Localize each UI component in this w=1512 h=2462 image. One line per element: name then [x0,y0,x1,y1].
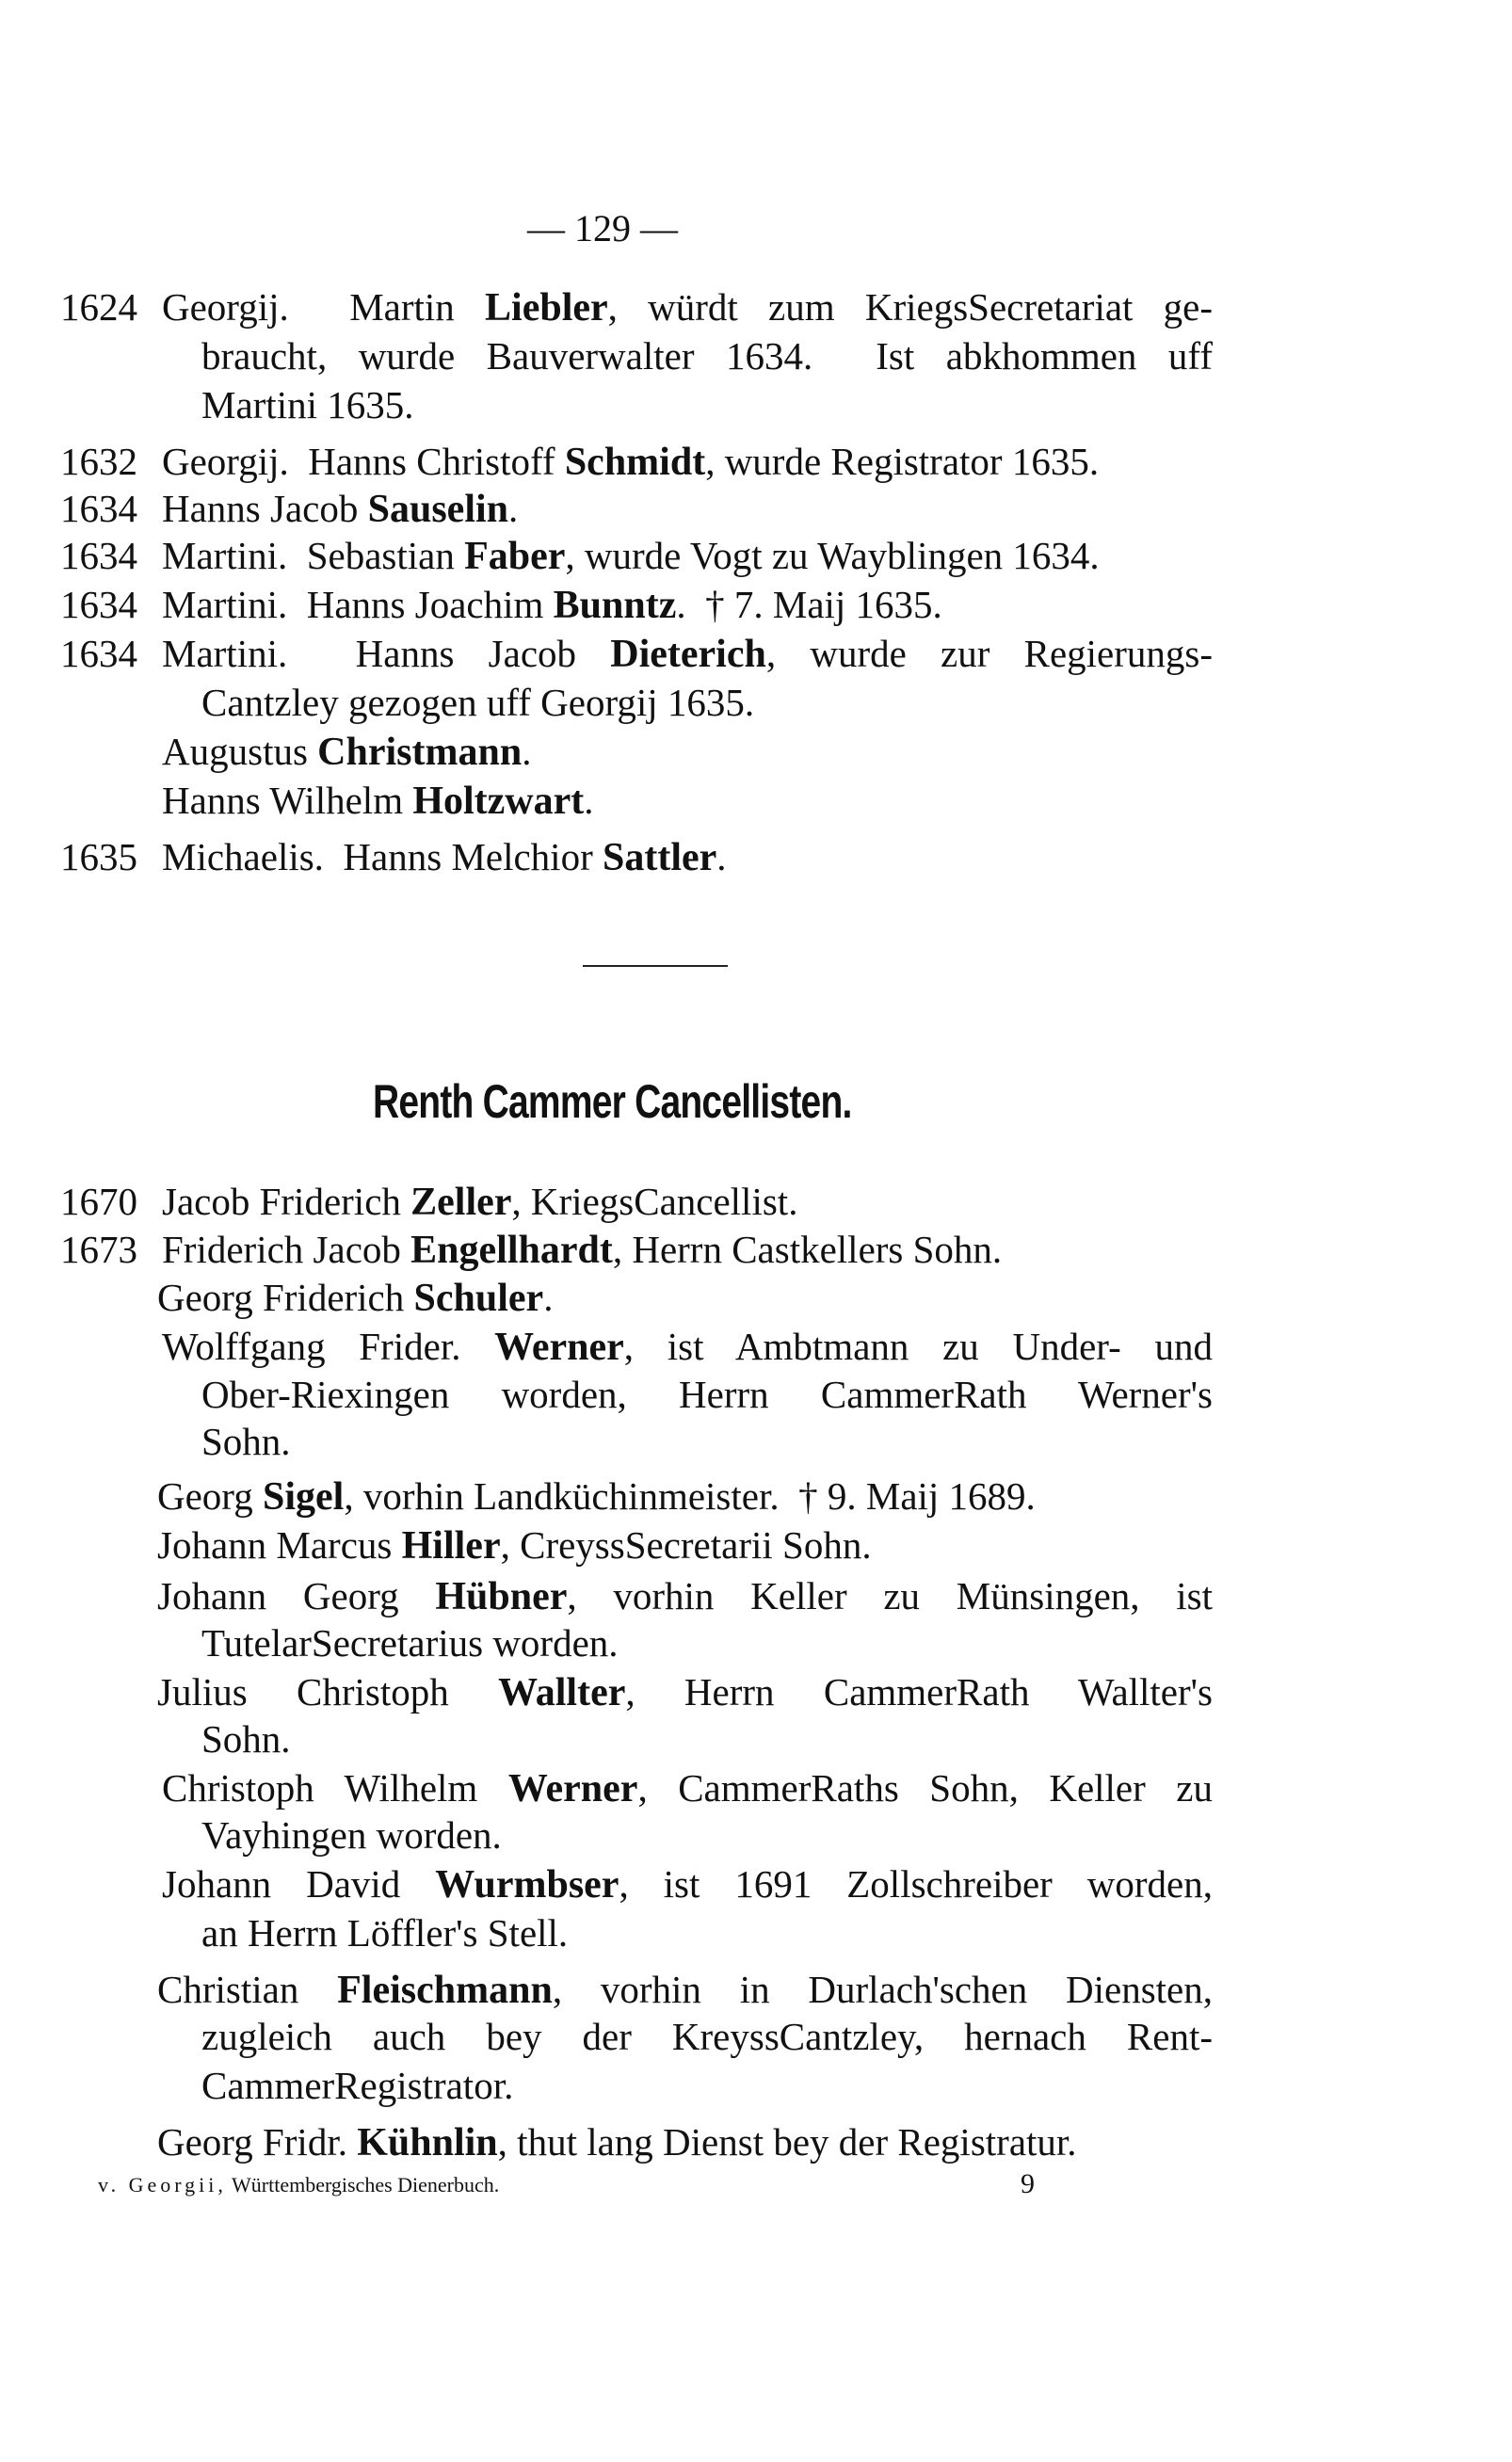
footer-title: Württembergisches Dienerbuch. [232,2173,500,2196]
entry-year: 1670 [60,1180,137,1223]
entry-text: . [522,730,532,773]
entry-line [201,2013,1213,2060]
person-surname: Werner [494,1326,624,1369]
entry-year: 1632 [60,440,137,483]
entry-text: , würdt zum KriegsSecretariat ge- [607,285,1213,329]
entry-year: 1634 [60,487,137,530]
entry-line [162,1226,1002,1273]
entry-text: Hanns Wilhelm [162,779,413,822]
entry-line [201,1619,619,1666]
entry-text: Georg [157,1474,263,1518]
entry-text: Michaelis. Hanns Melchior [162,835,603,878]
entry-text: Georgij. Hanns Christoff [162,440,565,483]
person-surname: Faber [464,535,566,578]
entry-text: Sohn. [201,1717,291,1761]
entry-line [157,1521,872,1569]
entry-text: Julius Christoph [157,1670,499,1714]
person-surname: Hiller [401,1524,501,1568]
entry-text: . [508,487,519,530]
entry-line [201,332,1213,379]
entry-line [162,1178,797,1225]
person-surname: Sauselin [367,488,509,531]
entry-line [162,485,518,532]
entry-text: , CammerRaths Sohn, Keller zu [637,1766,1213,1810]
entry-line [162,532,1100,579]
entry-text: an Herrn Löffler's Stell. [201,1911,569,1955]
entry-text: . [584,779,594,822]
entry-text: Christian [157,1968,338,2011]
section-heading: Renth Cammer Cancellisten. [373,1075,852,1128]
entry-text: Martini. Hanns Jacob [162,632,611,675]
entry-text: Wolffgang Frider. [162,1325,495,1368]
entry-line [162,1764,1213,1811]
entry-year: 1673 [60,1228,137,1271]
entry-line [157,2118,1077,2165]
entry-text: Martini. Hanns Joachim [162,583,554,626]
entry-line [157,1274,553,1321]
entry-line [162,581,942,628]
person-surname: Wurmbser [435,1863,619,1907]
page-number: — 129 — [527,207,678,249]
person-surname: Werner [507,1767,638,1810]
person-surname: Fleischmann [337,1969,553,2012]
person-surname: Schmidt [564,441,706,484]
footer-signature: 9 [1021,2168,1035,2199]
entry-text: Cantzley gezogen uff Georgij 1635. [201,681,755,724]
entry-text: , KriegsCancellist. [511,1180,798,1223]
entry-line [157,1668,1213,1715]
entry-text: Georg Fridr. [157,2120,358,2164]
person-surname: Wallter [498,1671,626,1714]
entry-text: , vorhin Keller zu Münsingen, ist [567,1574,1213,1617]
entry-line [162,1323,1213,1370]
entry-year: 1634 [60,632,137,675]
entry-line [162,728,531,775]
entry-text: Georg Friderich [157,1276,414,1319]
person-surname: Christmann [317,731,523,774]
entry-year: 1634 [60,583,137,626]
entry-year: 1635 [60,835,137,878]
entry-line [157,1572,1213,1619]
entry-text: , CreyssSecretarii Sohn. [500,1523,872,1567]
entry-text: Hanns Jacob [162,487,368,530]
entry-text: Georgij. Martin [162,285,486,329]
entry-line [201,2062,513,2109]
entry-text: Christoph Wilhelm [162,1766,508,1810]
person-surname: Dieterich [610,633,766,676]
footer-source [98,2171,499,2199]
entry-line [162,438,1099,485]
person-surname: Sigel [262,1475,345,1519]
entry-text: Ober-Riexingen worden, Herrn CammerRath Werner's [201,1373,1213,1416]
entry-line [201,1371,1213,1418]
entry-line [201,1811,502,1859]
entry-text: , wurde Vogt zu Wayblingen 1634. [565,534,1100,577]
entry-text: Augustus [162,730,318,773]
entry-text: . [716,835,727,878]
person-surname: Hübner [435,1575,568,1618]
entry-text: , Herrn CammerRath Wallter's [625,1670,1213,1714]
entry-text: Sohn. [201,1420,291,1463]
entry-text: Martini 1635. [201,383,414,426]
entry-line [162,1860,1213,1907]
person-surname: Zeller [410,1181,512,1224]
entry-line [162,777,594,824]
person-surname: Liebler [485,286,608,330]
entry-line [162,283,1213,330]
person-surname: Sattler [602,836,717,879]
entry-text: . [543,1276,554,1319]
entry-text: , wurde zur Regierungs- [765,632,1213,675]
entry-text: , vorhin Landküchinmeister. † 9. Maij 1689. [344,1474,1036,1518]
entry-text: CammerRegistrator. [201,2064,514,2107]
entry-year: 1624 [60,285,137,329]
entry-text: Johann Marcus [157,1523,402,1567]
entry-text: Johann Georg [157,1574,436,1617]
entry-year: 1634 [60,534,137,577]
entry-text: . † 7. Maij 1635. [676,583,942,626]
entry-line [201,1418,291,1465]
entry-text: Jacob Friderich [162,1180,411,1223]
person-surname: Kühnlin [357,2121,498,2164]
entry-text: , wurde Registrator 1635. [705,440,1100,483]
person-surname: Holtzwart [412,780,585,823]
entry-line [201,1909,568,1956]
entry-text: Johann David [162,1862,436,1906]
entry-text: , Herrn Castkellers Sohn. [612,1228,1003,1271]
entry-text: braucht, wurde Bauverwalter 1634. Ist abkhommen uff [201,334,1213,378]
entry-line [157,1472,1036,1520]
entry-text: zugleich auch bey der KreyssCantzley, hernach Rent- [201,2015,1213,2058]
entry-line [201,679,754,726]
person-surname: Engellhardt [410,1229,613,1272]
entry-line [201,381,413,428]
entry-line [157,1966,1213,2013]
entry-line [201,1715,291,1762]
person-surname: Bunntz [553,584,677,627]
entry-text: , thut lang Dienst bey der Registratur. [497,2120,1077,2164]
entry-text: , ist 1691 Zollschreiber worden, [619,1862,1213,1906]
entry-text: Martini. Sebastian [162,534,465,577]
entry-text: Vayhingen worden. [201,1813,502,1857]
section-divider [583,965,728,967]
entry-text: TutelarSecretarius worden. [201,1621,619,1665]
entry-text: , vorhin in Durlach'schen Diensten, [552,1968,1213,2011]
entry-line [162,630,1213,677]
person-surname: Schuler [413,1277,544,1320]
entry-line [162,833,727,880]
entry-text: , ist Ambtmann zu Under- und [623,1325,1213,1368]
footer-author: v. Georgii, [98,2173,227,2196]
entry-text: Friderich Jacob [162,1228,411,1271]
